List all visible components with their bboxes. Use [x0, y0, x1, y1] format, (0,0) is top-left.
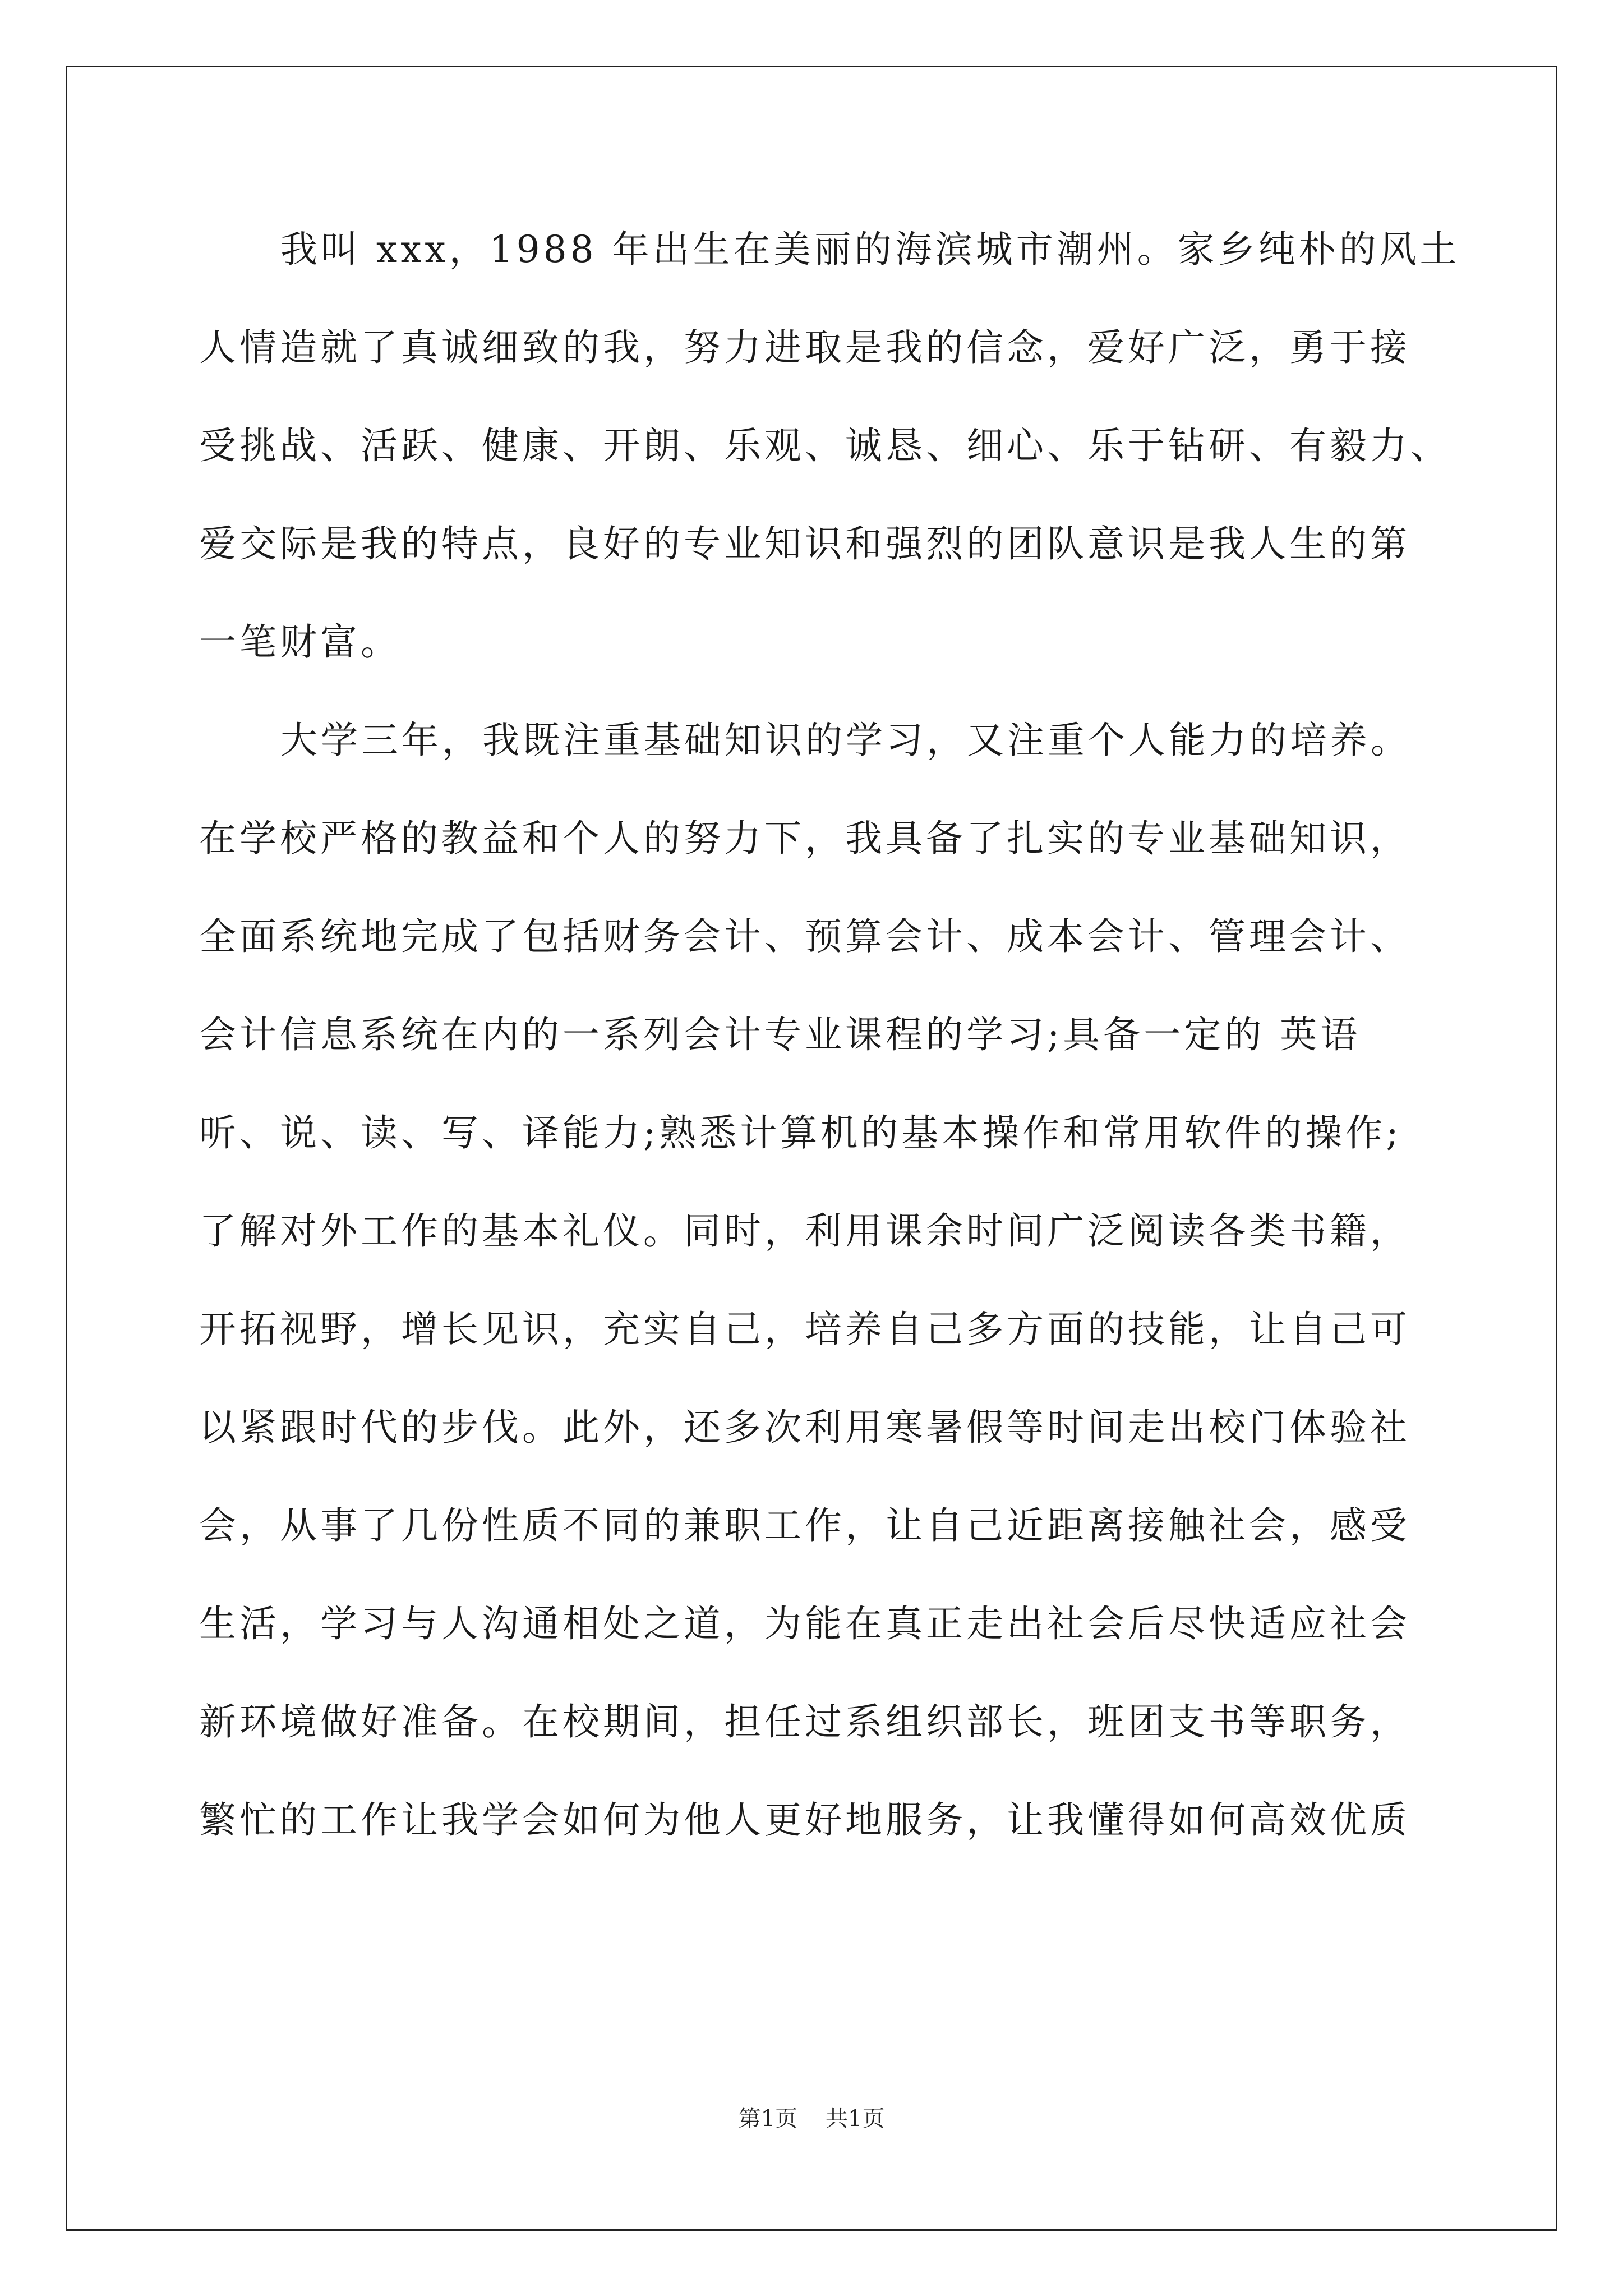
paragraph-1 — [199, 216, 1460, 707]
text-line: 会计信息系统在内的一系列会计专业课程的学习;具备一定的 英语 — [199, 1013, 1361, 1056]
document-body — [199, 216, 1460, 1885]
text-line: 人情造就了真诚细致的我，努力进取是我的信念，爱好广泛，勇于接 — [199, 326, 1410, 369]
text-line: 生活，学习与人沟通相处之道，为能在真正走出社会后尽快适应社会 — [199, 1602, 1410, 1645]
text-line: 以紧跟时代的步伐。此外，还多次利用寒暑假等时间走出校门体验社 — [199, 1406, 1410, 1449]
text-line: 受挑战、活跃、健康、开朗、乐观、诚恳、细心、乐于钻研、有毅力、 — [199, 424, 1451, 467]
text-line: 开拓视野，增长见识，充实自己，培养自己多方面的技能，让自己可 — [199, 1308, 1410, 1351]
page-number-total: 共1页 — [826, 2106, 885, 2132]
text-line: 我叫 xxx，1988 年出生在美丽的海滨城市潮州。家乡纯朴的风土 — [280, 228, 1460, 271]
page-footer — [0, 2101, 1623, 2133]
text-line: 大学三年，我既注重基础知识的学习，又注重个人能力的培养。 — [280, 719, 1411, 762]
text-line: 会，从事了几份性质不同的兼职工作，让自己近距离接触社会，感受 — [199, 1504, 1410, 1547]
text-line: 在学校严格的教益和个人的努力下，我具备了扎实的专业基础知识， — [199, 817, 1410, 860]
text-line: 繁忙的工作让我学会如何为他人更好地服务，让我懂得如何高效优质 — [199, 1798, 1410, 1842]
paragraph-2 — [199, 707, 1436, 1885]
text-line: 听、说、读、写、译能力;熟悉计算机的基本操作和常用软件的操作; — [199, 1111, 1402, 1154]
text-line: 了解对外工作的基本礼仪。同时，利用课余时间广泛阅读各类书籍， — [199, 1209, 1410, 1253]
text-line: 一笔财富。 — [199, 620, 401, 664]
text-line: 全面系统地完成了包括财务会计、预算会计、成本会计、管理会计、 — [199, 915, 1410, 958]
text-line: 爱交际是我的特点，良好的专业知识和强烈的团队意识是我人生的第 — [199, 522, 1410, 565]
text-line: 新环境做好准备。在校期间，担任过系组织部长，班团支书等职务， — [199, 1700, 1410, 1743]
page-number-current: 第1页 — [738, 2106, 797, 2132]
